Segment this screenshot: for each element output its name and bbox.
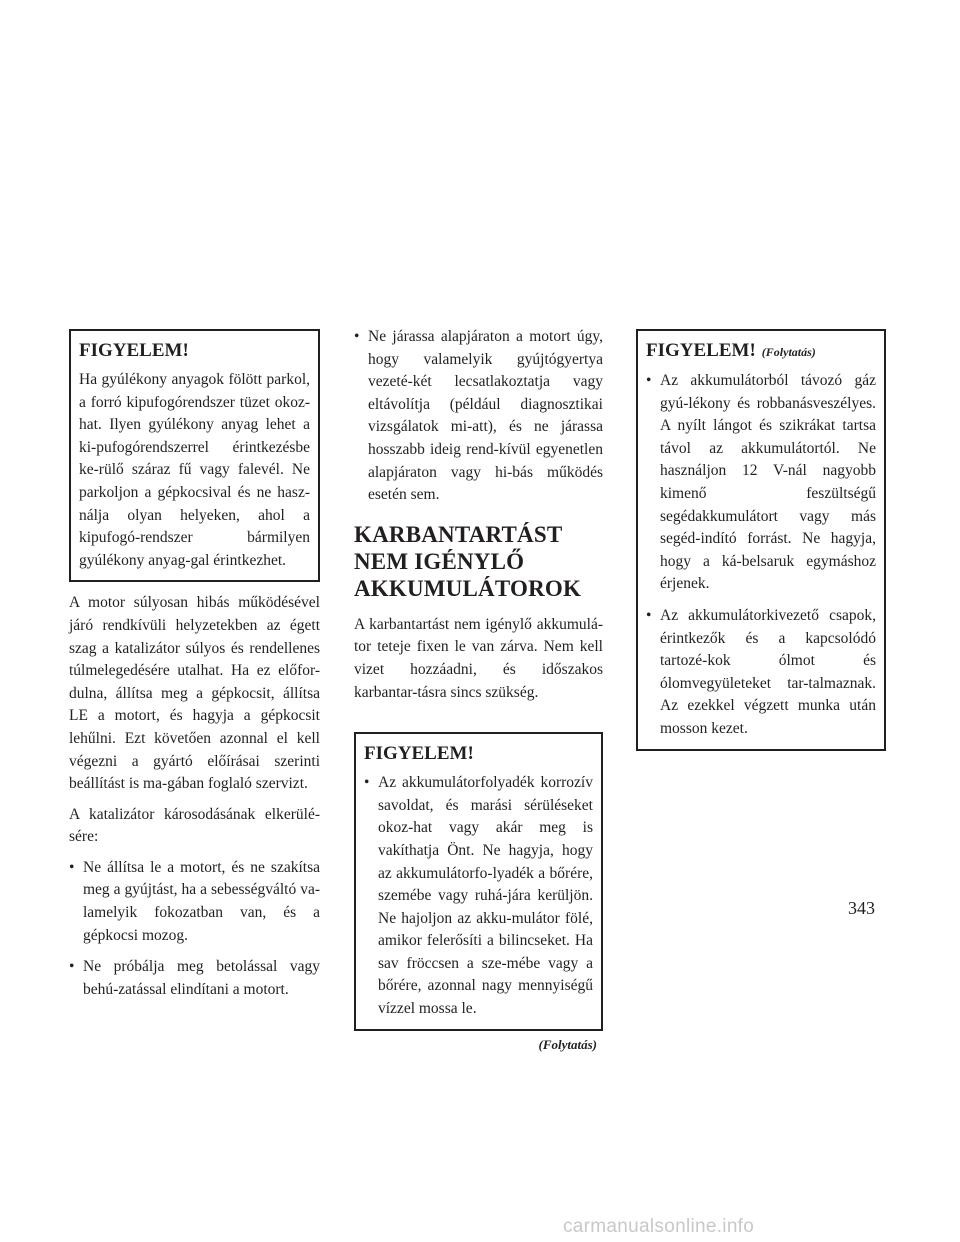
list-item: • Ne próbálja meg betolással vagy behú-zatással elindítani a motort.	[69, 956, 320, 1001]
catalyst-bullet-list	[69, 857, 320, 1002]
list-item: • Ne állítsa le a motort, és ne szakítsa meg a gyújtást, ha a sebességváltó va-lamelyik fokozatban van, és a gépkocsi mozog.	[69, 857, 320, 947]
warning-box-acid	[354, 732, 603, 1031]
warning-text: Ha gyúlékony anyagok fölött parkol, a forró kipufogórendszer tüzet okoz-hat. Ilyen gyúlékony anyag lehet a ki-pufogórendszerrel érintkezésbe ke-rülő száraz fű vagy falevél. Ne parkoljon a gépkocsival és ne hasz-nálja olyan helyeken, ahol a kipufogó-rendszer bármilyen gyúlékony anyag-gal érintkezhet.	[79, 371, 310, 569]
list-item: • Az akkumulátorból távozó gáz gyú-lékony és robbanásveszélyes. A nyílt lángot és szikrákat tartsa távol az akkumulátortól. Ne használjon 12 V-nál nagyobb kimenő feszültségű segédakkumulátort vagy más segéd-indító forrást. Ne hagyja, hogy a ká-belsaruk egymáshoz érjenek.	[646, 370, 876, 596]
warning-bullet-list	[364, 772, 593, 1021]
continued-label: (Folytatás)	[761, 345, 816, 359]
list-item: • Az akkumulátorkivezető csapok, érintkezők és a kapcsolódó tartozé-kok ólmot és ólomvegyületeket tar-talmaznak. Az ezekkel végzett munka után mosson kezet.	[646, 605, 876, 741]
warning-box-gas	[636, 329, 886, 751]
warning-box-parking	[69, 329, 320, 582]
paragraph-maintenance-free: A karbantartást nem igénylő akkumulá-tor teteje fixen le van zárva. Nem kell vizet hozzáadni, és időszakos karbantar-tásra sincs szükség.	[354, 615, 603, 701]
warning-title: FIGYELEM!	[646, 340, 756, 361]
warning-title: FIGYELEM!	[79, 340, 189, 361]
watermark-text: carmanualsonline.info	[563, 1216, 755, 1237]
warning-bullet-list	[646, 370, 876, 741]
column-1	[69, 329, 320, 1010]
paragraph-catalyst-intro: A katalizátor károsodásának elkerülé-sére:	[69, 805, 320, 846]
list-item: • Ne járassa alapjáraton a motort úgy, hogy valamelyik gyújtógyertya vezeté-két lecsatlakoztatja vagy eltávolítja (például diagnosztikai vizsgálatok mi-att), és ne járassa hosszabb ideig rend-kívül egyenetlen alapjáraton vagy hi-bás működés esetén sem.	[354, 326, 603, 507]
column-3	[636, 329, 886, 751]
paragraph-overheat: A motor súlyosan hibás működésével járó rendkívüli helyzetekben az égett szag a katalizátor súlyos és rendellenes túlmelegedésére utalhat. Ha ez előfor-dulna, állítsa meg a gépkocsit, állítsa LE a motort, és hagyja a gépkocsit lehűlni. Ezt követően azonnal el kell végezni a gyártó előírásai szerinti beállítást is ma-gában foglaló szervizt.	[69, 594, 320, 793]
continued-label: (Folytatás)	[538, 1036, 597, 1052]
warning-title: FIGYELEM!	[364, 743, 474, 765]
section-heading: KARBANTARTÁST NEM IGÉNYLŐ AKKUMULÁTOROK	[354, 521, 582, 601]
column-2	[354, 326, 603, 1053]
page-number: 343	[848, 898, 875, 918]
list-item: • Az akkumulátorfolyadék korrozív savoldat, és marási sérüléseket okoz-hat vagy akár meg is vakíthatja Önt. Ne hagyja, hogy az akkumulátorfo-lyadék a bőrére, szemébe vagy ruhá-jára kerüljön. Ne hajoljon az akku-mulátor fölé, amikor felerősíti a bilincseket. Ha sav fröccsen a sze-mébe vagy a bőrére, azonnal nagy mennyiségű vízzel mossa le.	[364, 772, 593, 1021]
warning-title-row	[646, 339, 876, 364]
idle-bullet-list	[354, 326, 603, 507]
